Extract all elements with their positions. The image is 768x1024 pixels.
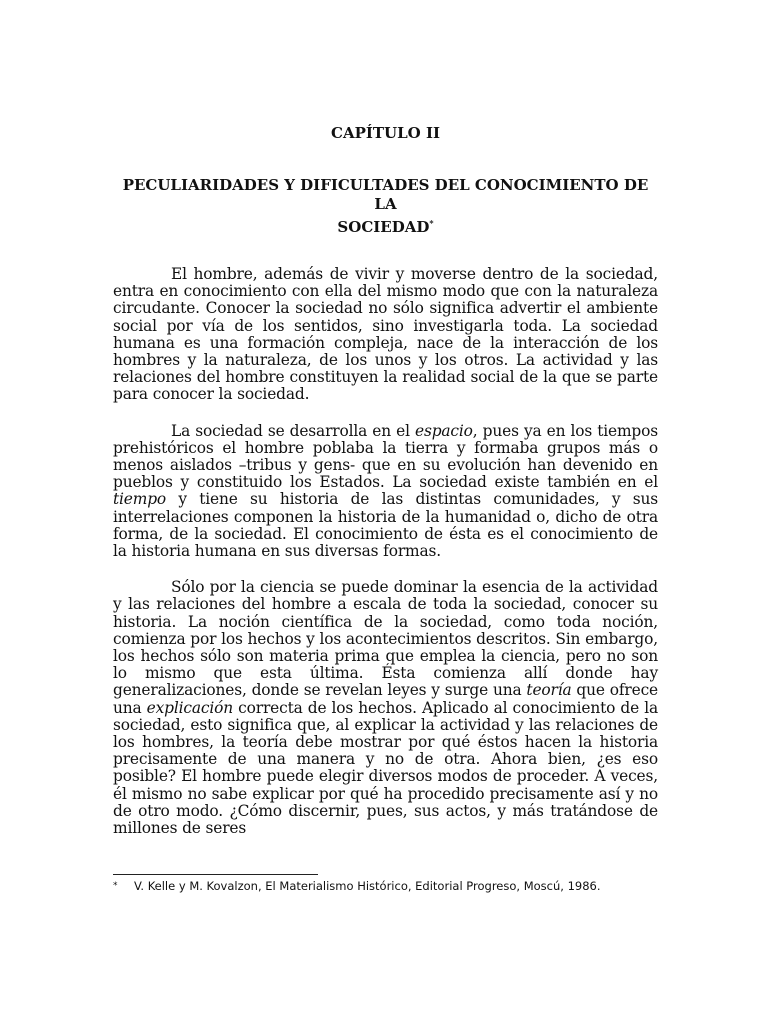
paragraph-3 — [113, 579, 658, 837]
emphasis-espacio: espacio — [415, 421, 473, 440]
paragraph-3-text: correcta de los hechos. Aplicado al conocimiento de la sociedad, esto significa que, al explicar la actividad y las relaciones de los hombres, la teoría debe mostrar por qué éstos hacen la historia precisamente de una manera y no de otra. Ahora bien, ¿es eso posible? El hombre puede elegir diversos modos de proceder. A veces, él mismo no sabe explicar por qué ha procedido precisamente así y no de otro modo. ¿Cómo discernir, pues, sus actos, y más tratándose de millones de seres — [113, 698, 658, 838]
footnote-text: V. Kelle y M. Kovalzon, El Materialismo Histórico, Editorial Progreso, Moscú, 1986. — [134, 879, 601, 893]
paragraph-2-text: La sociedad se desarrolla en el — [171, 421, 415, 440]
paragraph-3-text: Sólo por la ciencia se puede dominar la esencia de la actividad y las relaciones del hombre a escala de toda la sociedad, conocer su historia. La noción científica de la sociedad, como toda noción, comienza por los hechos y los acontecimientos descritos. Sin embargo, los hechos sólo son materia prima que emplea la ciencia, pero no son lo mismo que esta última. Ésta comienza allí donde hay generalizaciones, donde se revelan leyes y surge una — [113, 578, 658, 700]
paragraph-3-text: que ofrece una — [113, 681, 658, 717]
paragraph-2-text: y tiene su historia de las distintas comunidades, y sus interrelaciones componen la historia de la humanidad o, dicho de otra forma, de la sociedad. El conocimiento de ésta es el conocimiento de la historia humana en sus diversas formas. — [113, 490, 658, 561]
section-title-line2: SOCIEDAD — [337, 218, 430, 236]
chapter-heading: CAPÍTULO II — [331, 124, 440, 142]
paragraph-1: El hombre, además de vivir y moverse dentro de la sociedad, entra en conocimiento con ella del mismo modo que con la naturaleza circudante. Conocer la sociedad no sólo significa advertir el ambiente social por vía de los sentidos, sino investigarla toda. La sociedad humana es una formación compleja, nace de la interacción de los hombres y la naturaleza, de los unos y los otros. La actividad y las relaciones del hombre constituyen la realidad social de la que se parte para conocer la sociedad. — [113, 265, 658, 404]
footnote-divider — [113, 874, 318, 875]
paragraph-2 — [113, 423, 658, 561]
paragraph-2-text: , pues ya en los tiempos prehistóricos el hombre poblaba la tierra y formaba grupos más o menos aislados –tribus y gens- que en su evolución han devenido en pueblos y constituido los Estados. La sociedad existe también en el — [113, 421, 658, 492]
emphasis-explicacion: explicación — [146, 698, 234, 717]
footnote-mark: * — [113, 881, 118, 891]
emphasis-tiempo: tiempo — [113, 490, 167, 509]
footnote-reference: * — [429, 218, 434, 228]
section-title-line1: PECULIARIDADES Y DIFICULTADES DEL CONOCIMIENTO DE LA — [122, 176, 649, 213]
section-title — [113, 176, 658, 237]
page-body — [113, 124, 658, 837]
emphasis-teoria: teoría — [526, 681, 572, 700]
footnote — [113, 879, 673, 893]
